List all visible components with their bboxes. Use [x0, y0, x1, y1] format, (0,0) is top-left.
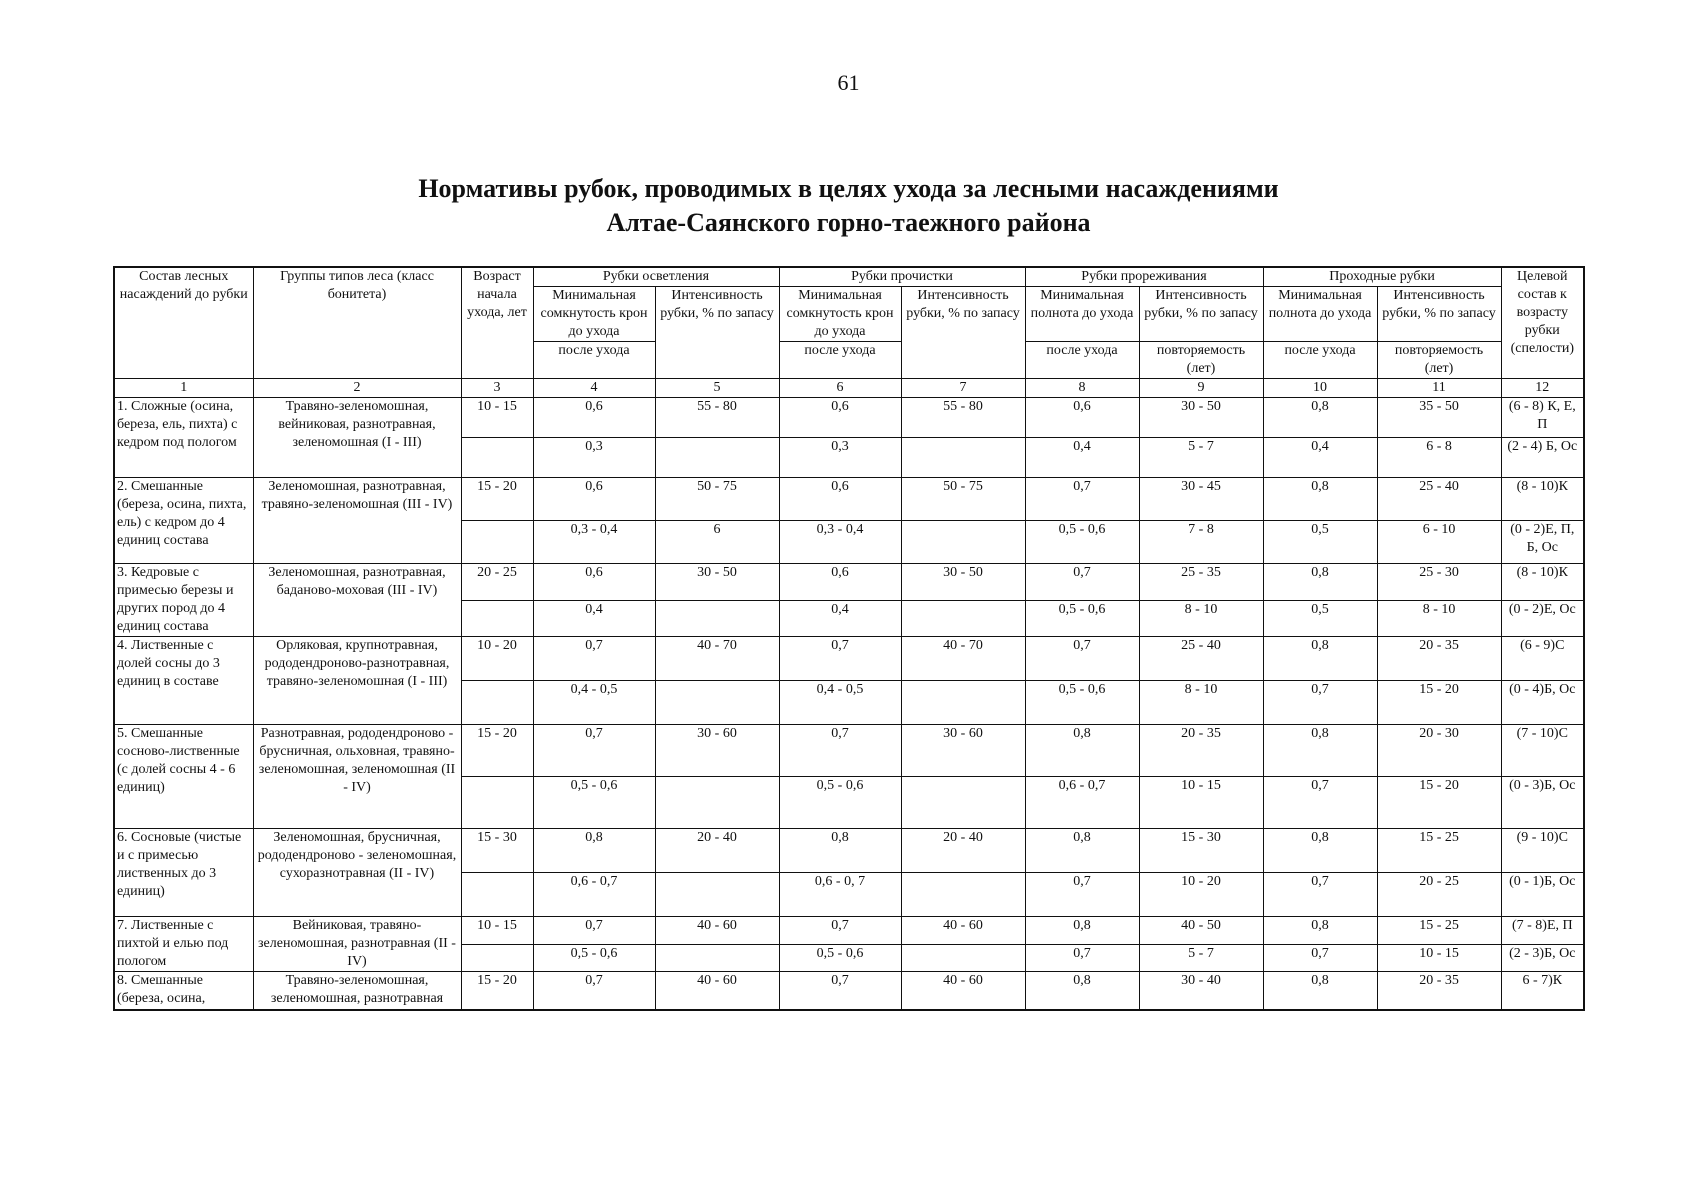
value-cell: 10 - 15	[1139, 777, 1263, 829]
target-composition-cell: (8 - 10)К	[1501, 564, 1584, 601]
value-cell	[655, 438, 779, 478]
column-number: 10	[1263, 379, 1377, 398]
header-min-crown: Минимальная сомкнутость крон до ухода	[779, 287, 901, 342]
target-composition-cell: (0 - 3)Б, Ос	[1501, 777, 1584, 829]
table-row	[114, 637, 1584, 681]
value-cell: 0,6	[1025, 398, 1139, 438]
value-cell: 30 - 40	[1139, 972, 1263, 1010]
value-cell: 30 - 60	[901, 725, 1025, 777]
value-cell: 0,5 - 0,6	[533, 944, 655, 972]
value-cell: 50 - 75	[901, 478, 1025, 521]
value-cell: 30 - 50	[901, 564, 1025, 601]
column-number: 12	[1501, 379, 1584, 398]
value-cell: 0,7	[1263, 873, 1377, 917]
value-cell: 0,8	[779, 829, 901, 873]
forest-type-cell: Зеленомошная, брусничная, рододендроново - зеленомошная, сухоразнотравная (II - IV)	[253, 829, 461, 917]
value-cell: 0,8	[1263, 917, 1377, 945]
value-cell	[901, 681, 1025, 725]
value-cell: 40 - 50	[1139, 917, 1263, 945]
forest-type-cell: Зеленомошная, разнотравная, травяно-зеленомошная (III - IV)	[253, 478, 461, 564]
age-cell-empty	[461, 777, 533, 829]
value-cell: 0,8	[1263, 725, 1377, 777]
table-row	[114, 564, 1584, 601]
value-cell: 10 - 20	[1139, 873, 1263, 917]
value-cell: 35 - 50	[1377, 398, 1501, 438]
value-cell: 0,8	[1263, 398, 1377, 438]
header-repeat: повторяемость (лет)	[1139, 342, 1263, 379]
table-row	[114, 478, 1584, 521]
value-cell	[901, 521, 1025, 564]
forest-type-cell: Зеленомошная, разнотравная, баданово-моховая (III - IV)	[253, 564, 461, 637]
header-min-density: Минимальная полнота до ухода	[1263, 287, 1377, 342]
value-cell: 0,6	[533, 478, 655, 521]
value-cell: 0,5 - 0,6	[1025, 600, 1139, 637]
forest-type-cell: Орляковая, крупнотравная, рододендроново-разнотравная, травяно-зеленомошная (I - III)	[253, 637, 461, 725]
value-cell: 0,5 - 0,6	[533, 777, 655, 829]
page-number: 61	[837, 70, 860, 95]
value-cell: 0,6	[779, 564, 901, 601]
forest-type-cell: Травяно-зеленомошная, вейниковая, разнотравная, зеленомошная (I - III)	[253, 398, 461, 478]
value-cell: 0,6	[533, 564, 655, 601]
composition-cell: 3. Кедровые с примесью березы и других пород до 4 единиц состава	[114, 564, 253, 637]
value-cell: 40 - 60	[901, 917, 1025, 945]
value-cell	[655, 681, 779, 725]
value-cell	[655, 600, 779, 637]
value-cell: 15 - 20	[1377, 777, 1501, 829]
value-cell: 15 - 30	[1139, 829, 1263, 873]
header-composition: Состав лесных насаждений до рубки	[114, 267, 253, 379]
value-cell: 0,5 - 0,6	[779, 777, 901, 829]
value-cell: 20 - 35	[1377, 972, 1501, 1010]
value-cell: 20 - 30	[1377, 725, 1501, 777]
value-cell: 0,7	[533, 637, 655, 681]
target-composition-cell: (7 - 10)С	[1501, 725, 1584, 777]
composition-cell: 4. Лиственные с долей сосны до 3 единиц в составе	[114, 637, 253, 725]
value-cell	[901, 777, 1025, 829]
value-cell: 0,7	[1263, 944, 1377, 972]
age-cell: 10 - 15	[461, 917, 533, 945]
value-cell: 0,6	[779, 398, 901, 438]
age-cell: 10 - 20	[461, 637, 533, 681]
composition-cell: 8. Смешанные (береза, осина,	[114, 972, 253, 1010]
table-header	[114, 267, 1584, 398]
header-passage: Проходные рубки	[1263, 267, 1501, 287]
age-cell: 15 - 20	[461, 972, 533, 1010]
value-cell: 20 - 40	[655, 829, 779, 873]
value-cell: 0,8	[533, 829, 655, 873]
header-thinning: Рубки прореживания	[1025, 267, 1263, 287]
header-min-density: Минимальная полнота до ухода	[1025, 287, 1139, 342]
table-row	[114, 398, 1584, 438]
column-number: 11	[1377, 379, 1501, 398]
value-cell: 0,8	[1025, 972, 1139, 1010]
header-intensity: Интенсивность рубки, % по запасу	[655, 287, 779, 379]
value-cell: 0,7	[1025, 478, 1139, 521]
column-numbers-row	[114, 379, 1584, 398]
header-after: после ухода	[779, 342, 901, 379]
value-cell: 0,6	[779, 478, 901, 521]
value-cell: 0,7	[1025, 944, 1139, 972]
header-after: после ухода	[1263, 342, 1377, 379]
value-cell: 30 - 60	[655, 725, 779, 777]
value-cell: 0,5 - 0,6	[1025, 681, 1139, 725]
composition-cell: 5. Смешанные сосново-лиственные (с долей сосны 4 - 6 единиц)	[114, 725, 253, 829]
value-cell: 5 - 7	[1139, 438, 1263, 478]
composition-cell: 2. Смешанные (береза, осина, пихта, ель) с кедром до 4 единиц состава	[114, 478, 253, 564]
header-forest-type: Группы типов леса (класс бонитета)	[253, 267, 461, 379]
column-number: 8	[1025, 379, 1139, 398]
value-cell: 0,3 - 0,4	[779, 521, 901, 564]
value-cell: 6 - 8	[1377, 438, 1501, 478]
header-age: Возраст начала ухода, лет	[461, 267, 533, 379]
target-composition-cell: (2 - 3)Б, Ос	[1501, 944, 1584, 972]
value-cell: 0,7	[1263, 681, 1377, 725]
header-intensity: Интенсивность рубки, % по запасу	[1377, 287, 1501, 342]
header-intensity: Интенсивность рубки, % по запасу	[901, 287, 1025, 379]
column-number: 2	[253, 379, 461, 398]
age-cell-empty	[461, 521, 533, 564]
value-cell: 0,8	[1263, 637, 1377, 681]
table-row	[114, 725, 1584, 777]
column-number: 4	[533, 379, 655, 398]
value-cell: 0,3 - 0,4	[533, 521, 655, 564]
header-target-composition: Целевой состав к возрасту рубки (спелости)	[1501, 267, 1584, 379]
value-cell: 0,7	[779, 637, 901, 681]
value-cell: 0,7	[533, 972, 655, 1010]
title-line-1: Нормативы рубок, проводимых в целях ухода за лесными насаждениями	[418, 174, 1279, 203]
value-cell: 0,7	[533, 917, 655, 945]
column-number: 6	[779, 379, 901, 398]
value-cell: 0,5 - 0,6	[779, 944, 901, 972]
value-cell: 20 - 40	[901, 829, 1025, 873]
value-cell: 0,8	[1263, 564, 1377, 601]
value-cell: 0,7	[533, 725, 655, 777]
header-after: после ухода	[533, 342, 655, 379]
value-cell: 0,7	[1025, 637, 1139, 681]
target-composition-cell: (6 - 8) К, Е, П	[1501, 398, 1584, 438]
column-number: 5	[655, 379, 779, 398]
value-cell: 40 - 60	[901, 972, 1025, 1010]
value-cell	[901, 944, 1025, 972]
age-cell: 15 - 20	[461, 725, 533, 777]
age-cell: 10 - 15	[461, 398, 533, 438]
value-cell: 0,6	[533, 398, 655, 438]
value-cell: 0,4 - 0,5	[533, 681, 655, 725]
composition-cell: 6. Сосновые (чистые и с примесью лиственных до 3 единиц)	[114, 829, 253, 917]
header-intensity: Интенсивность рубки, % по запасу	[1139, 287, 1263, 342]
target-composition-cell: (2 - 4) Б, Ос	[1501, 438, 1584, 478]
value-cell: 8 - 10	[1377, 600, 1501, 637]
value-cell: 7 - 8	[1139, 521, 1263, 564]
value-cell	[901, 600, 1025, 637]
table-row	[114, 917, 1584, 945]
value-cell	[655, 944, 779, 972]
value-cell: 6 - 10	[1377, 521, 1501, 564]
value-cell: 25 - 35	[1139, 564, 1263, 601]
value-cell: 55 - 80	[655, 398, 779, 438]
target-composition-cell: (0 - 2)Е, П, Б, Ос	[1501, 521, 1584, 564]
forest-type-cell: Разнотравная, рододендроново - брусничная, ольховная, травяно-зеленомошная, зеленомошная (II - IV)	[253, 725, 461, 829]
value-cell: 8 - 10	[1139, 681, 1263, 725]
value-cell: 0,7	[779, 972, 901, 1010]
table-row	[114, 972, 1584, 1010]
age-cell: 15 - 20	[461, 478, 533, 521]
target-composition-cell: (8 - 10)К	[1501, 478, 1584, 521]
value-cell: 0,6 - 0, 7	[779, 873, 901, 917]
value-cell: 40 - 60	[655, 972, 779, 1010]
target-composition-cell: (7 - 8)Е, П	[1501, 917, 1584, 945]
value-cell: 0,7	[779, 725, 901, 777]
value-cell: 0,8	[1263, 478, 1377, 521]
value-cell: 0,4	[533, 600, 655, 637]
value-cell: 20 - 25	[1377, 873, 1501, 917]
value-cell: 50 - 75	[655, 478, 779, 521]
target-composition-cell: (6 - 9)С	[1501, 637, 1584, 681]
age-cell-empty	[461, 944, 533, 972]
value-cell: 40 - 60	[655, 917, 779, 945]
value-cell: 0,7	[1263, 777, 1377, 829]
table-row	[114, 829, 1584, 873]
composition-cell: 1. Сложные (осина, береза, ель, пихта) с кедром под пологом	[114, 398, 253, 478]
table-body	[114, 398, 1584, 1010]
title-line-2: Алтае-Саянского горно-таежного района	[606, 208, 1091, 237]
value-cell: 0,8	[1025, 917, 1139, 945]
value-cell: 0,5	[1263, 521, 1377, 564]
value-cell: 0,4	[1025, 438, 1139, 478]
value-cell: 0,8	[1263, 829, 1377, 873]
value-cell: 6	[655, 521, 779, 564]
value-cell	[901, 873, 1025, 917]
value-cell: 0,7	[1025, 564, 1139, 601]
value-cell: 0,8	[1025, 725, 1139, 777]
value-cell: 0,4 - 0,5	[779, 681, 901, 725]
document-title	[0, 172, 1697, 240]
age-cell-empty	[461, 681, 533, 725]
value-cell: 0,5 - 0,6	[1025, 521, 1139, 564]
column-number: 7	[901, 379, 1025, 398]
header-clearing: Рубки осветления	[533, 267, 779, 287]
value-cell	[655, 777, 779, 829]
value-cell: 0,3	[533, 438, 655, 478]
value-cell: 25 - 40	[1139, 637, 1263, 681]
age-cell-empty	[461, 438, 533, 478]
value-cell: 8 - 10	[1139, 600, 1263, 637]
value-cell: 0,8	[1025, 829, 1139, 873]
target-composition-cell: (0 - 1)Б, Ос	[1501, 873, 1584, 917]
header-cleaning: Рубки прочистки	[779, 267, 1025, 287]
forest-type-cell: Вейниковая, травяно-зеленомошная, разнотравная (II - IV)	[253, 917, 461, 972]
value-cell: 15 - 25	[1377, 917, 1501, 945]
value-cell: 15 - 25	[1377, 829, 1501, 873]
value-cell: 0,8	[1263, 972, 1377, 1010]
column-number: 9	[1139, 379, 1263, 398]
value-cell: 30 - 50	[1139, 398, 1263, 438]
value-cell: 0,6 - 0,7	[1025, 777, 1139, 829]
target-composition-cell: 6 - 7)К	[1501, 972, 1584, 1010]
forest-type-cell: Травяно-зеленомошная, зеленомошная, разнотравная	[253, 972, 461, 1010]
norms-table	[113, 266, 1585, 1011]
value-cell: 40 - 70	[655, 637, 779, 681]
header-repeat: повторяемость (лет)	[1377, 342, 1501, 379]
value-cell: 10 - 15	[1377, 944, 1501, 972]
value-cell	[655, 873, 779, 917]
value-cell: 5 - 7	[1139, 944, 1263, 972]
value-cell: 0,4	[779, 600, 901, 637]
header-after: после ухода	[1025, 342, 1139, 379]
value-cell: 0,4	[1263, 438, 1377, 478]
age-cell: 15 - 30	[461, 829, 533, 873]
header-min-crown: Минимальная сомкнутость крон до ухода	[533, 287, 655, 342]
target-composition-cell: (0 - 4)Б, Ос	[1501, 681, 1584, 725]
target-composition-cell: (9 - 10)С	[1501, 829, 1584, 873]
value-cell: 30 - 50	[655, 564, 779, 601]
age-cell: 20 - 25	[461, 564, 533, 601]
age-cell-empty	[461, 873, 533, 917]
target-composition-cell: (0 - 2)Е, Ос	[1501, 600, 1584, 637]
value-cell: 0,7	[779, 917, 901, 945]
column-number: 3	[461, 379, 533, 398]
value-cell: 40 - 70	[901, 637, 1025, 681]
value-cell: 55 - 80	[901, 398, 1025, 438]
value-cell: 25 - 40	[1377, 478, 1501, 521]
value-cell: 15 - 20	[1377, 681, 1501, 725]
value-cell: 25 - 30	[1377, 564, 1501, 601]
value-cell: 0,7	[1025, 873, 1139, 917]
column-number: 1	[114, 379, 253, 398]
value-cell: 0,5	[1263, 600, 1377, 637]
value-cell: 0,3	[779, 438, 901, 478]
value-cell: 20 - 35	[1377, 637, 1501, 681]
composition-cell: 7. Лиственные с пихтой и елью под пологом	[114, 917, 253, 972]
value-cell	[901, 438, 1025, 478]
value-cell: 0,6 - 0,7	[533, 873, 655, 917]
value-cell: 30 - 45	[1139, 478, 1263, 521]
age-cell-empty	[461, 600, 533, 637]
value-cell: 20 - 35	[1139, 725, 1263, 777]
